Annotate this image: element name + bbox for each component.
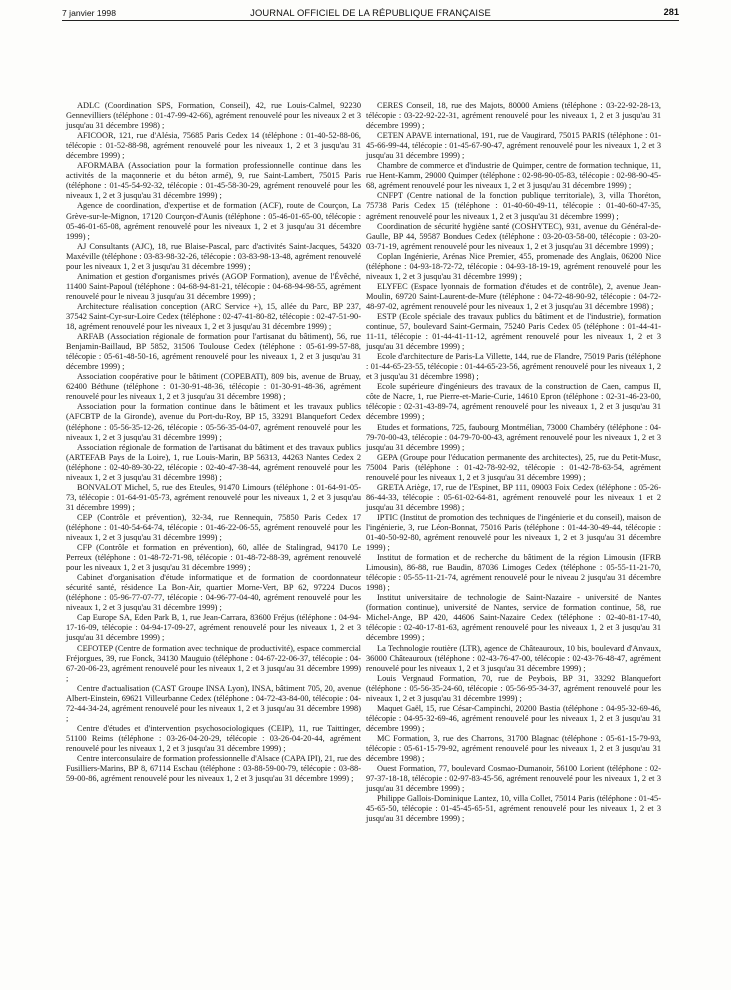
list-item: CEP (Contrôle et prévention), 32-34, rue Rennequin, 75850 Paris Cedex 17 (téléphone : 01-40-54-64-74, télécopie : 01-46-22-06-55, agrément renouvelé pour les niveaux 1, 2 et 3 jusqu'au 31 décembre 1999) ;: [66, 512, 361, 543]
list-item: ADLC (Coordination SPS, Formation, Conseil), 42, rue Louis-Calmel, 92230 Gennevilliers (téléphone : 01-47-99-42-66), agrément renouvelé pour les niveaux 2 et 3 jusqu'au 31 décembre 1998) ;: [66, 101, 361, 131]
journal-title: JOURNAL OFFICIEL DE LA RÉPUBLIQUE FRANÇAISE: [250, 7, 491, 18]
list-item: Institut de formation et de recherche du bâtiment de la région Limousin (IFRB Limousin), 86-88, rue Baudin, 87036 Limoges Cedex (téléphone : 05-55-11-21-70, télécopie : 05-55-11-21-74, agrément renouvelé pour le niveau 2 jusqu'au 31 décembre 1998) ;: [366, 553, 661, 593]
issue-date: 7 janvier 1998: [62, 8, 116, 18]
list-item: CFP (Contrôle et formation en prévention), 60, allée de Stalingrad, 94170 Le Perreux (téléphone : 01-48-72-71-98, télécopie : 01-48-72-88-39, agrément renouvelé pour les niveaux 1, 2 et 3 jusqu'au 31 décembre 1999) ;: [66, 543, 361, 573]
list-item: Agence de coordination, d'expertise et de formation (ACF), route de Courçon, La Grève-sur-le-Mignon, 17120 Courçon-d'Aunis (téléphone : 05-46-01-65-00, télécopie : 05-46-01-65-08, agrément renouvelé pour les niveaux 1, 2 et 3 jusqu'au 31 décembre 1999) ;: [66, 201, 361, 241]
list-item: CEFOTEP (Centre de formation avec technique de productivité), espace commercial Fréjorgues, 39, rue Fonck, 34130 Mauguio (téléphone : 04-67-22-06-37, télécopie : 04-67-20-06-23, agrément renouvelé pour les niveaux 1, 2 et 3 jusqu'au 31 décembre 1999) ;: [66, 643, 361, 683]
list-item: Coordination de sécurité hygiène santé (COSHYTEC), 931, avenue du Général-de-Gaulle, BP 44, 59587 Bondues Cedex (téléphone : 03-20-03-58-00, télécopie : 03-20-03-71-19, agrément renouvelé pour les niveaux 1, 2 et 3 jusqu'au 31 décembre 1999) ;: [366, 221, 661, 251]
list-item: Centre d'actualisation (CAST Groupe INSA Lyon), INSA, bâtiment 705, 20, avenue Albert-Einstein, 69621 Villeurbanne Cedex (téléphone : 04-72-43-84-00, télécopie : 04-72-44-34-24, agrément renouvelé pour les niveaux 1, 2 et 3 jusqu'au 31 décembre 1998) ;: [66, 683, 361, 723]
list-item: Centre d'études et d'intervention psychosociologiques (CEIP), 11, rue Taittinger, 51100 Reims (téléphone : 03-26-04-20-29, télécopie : 03-26-04-20-44, agrément renouvelé pour les niveaux 1, 2 et 3 jusqu'au 31 décembre 1999) ;: [66, 723, 361, 753]
list-item: Cabinet d'organisation d'étude informatique et de formation de coordonnateur sécurité santé, résidence La Bon-Air, quartier Morne-Vert, BP 62, 97224 Ducos (téléphone : 05-96-77-07-77, télécopie : 04-96-77-04-40, agrément renouvelé pour les niveaux 1, 2 et 3 jusqu'au 31 décembre 1999) ;: [66, 573, 361, 613]
list-item: Maquet Gaël, 15, rue César-Campinchi, 20200 Bastia (téléphone : 04-95-32-69-46, télécopie : 04-95-32-69-46, agrément renouvelé pour les niveaux 1, 2 et 3 jusqu'au 31 décembre 1999) ;: [366, 703, 661, 733]
list-item: Association régionale de formation de l'artisanat du bâtiment et des travaux publics (ARTEFAB Pays de la Loire), 1, rue Louis-Marin, BP 56313, 44263 Nantes Cedex 2 (téléphone : 02-40-89-30-22, télécopie : 02-40-47-38-44, agrément renouvelé pour les niveaux 1, 2 et 3 jusqu'au 31 décembre 1998) ;: [66, 442, 361, 482]
list-item: Cap Europe SA, Eden Park B, 1, rue Jean-Carrara, 83600 Fréjus (téléphone : 04-94-17-16-09, télécopie : 04-94-17-09-27, agrément renouvelé pour les niveaux 1, 2 et 3 jusqu'au 31 décembre 1999) ;: [66, 613, 361, 643]
list-item: AFICOOR, 121, rue d'Alésia, 75685 Paris Cedex 14 (téléphone : 01-40-52-88-06, télécopie : 01-52-88-98, agrément renouvelé pour les niveaux 1, 2 et 3 jusqu'au 31 décembre 1999) ;: [66, 131, 361, 161]
left-column: [66, 101, 361, 784]
list-item: Chambre de commerce et d'industrie de Quimper, centre de formation technique, 11, rue Hent-Kamm, 29000 Quimper (téléphone : 02-98-90-05-83, télécopie : 02-98-90-45-68, agrément renouvelé pour les niveaux 1, 2 et 3 jusqu'au 31 décembre 1999) ;: [366, 161, 661, 191]
list-item: Philippe Gallois-Dominique Lantez, 10, villa Collet, 75014 Paris (téléphone : 01-45-45-65-50, télécopie : 01-45-45-65-51, agrément renouvelé pour les niveaux 1, 2 et 3 jusqu'au 31 décembre 1999) ;: [366, 794, 661, 824]
list-item: ELYFEC (Espace lyonnais de formation d'études et de contrôle), 2, avenue Jean-Moulin, 69720 Saint-Laurent-de-Mure (téléphone : 04-72-48-90-92, télécopie : 04-72-48-97-02, agrément renouvelé pour les niveaux 1, 2 et 3 jusqu'au 31 décembre 1998) ;: [366, 281, 661, 311]
list-item: Etudes et formations, 725, faubourg Montmélian, 73000 Chambéry (téléphone : 04-79-70-00-43, télécopie : 04-79-70-00-43, agrément renouvelé pour les niveaux 1, 2 et 3 jusqu'au 31 décembre 1999) ;: [366, 422, 661, 452]
list-item: Coplan Ingénierie, Arénas Nice Premier, 455, promenade des Anglais, 06200 Nice (téléphone : 04-93-18-72-72, télécopie : 04-93-18-19-19, agrément renouvelé pour les niveaux 1, 2 et 3 jusqu'au 31 décembre 1999) ;: [366, 251, 661, 281]
list-item: AJ Consultants (AJC), 18, rue Blaise-Pascal, parc d'activités Saint-Jacques, 54320 Maxéville (téléphone : 03-83-98-32-26, télécopie : 03-83-98-13-48, agrément renouvelé pour les niveaux 1, 2 et 3 jusqu'au 31 décembre 1999) ;: [66, 241, 361, 271]
list-item: Ouest Formation, 77, boulevard Cosmao-Dumanoir, 56100 Lorient (téléphone : 02-97-37-18-18, télécopie : 02-97-83-45-56, agrément renouvelé pour les niveaux 1, 2 et 3 jusqu'au 31 décembre 1999) ;: [366, 764, 661, 794]
list-item: Ecole d'architecture de Paris-La Villette, 144, rue de Flandre, 75019 Paris (téléphone : 01-44-65-23-55, télécopie : 01-44-65-23-56, agrément renouvelé pour les niveaux 1, 2 et 3 jusqu'au 31 décembre 1998) ;: [366, 352, 661, 382]
right-column: [366, 101, 661, 824]
list-item: CERES Conseil, 18, rue des Majots, 80000 Amiens (téléphone : 03-22-92-28-13, télécopie : 03-22-92-22-31, agrément renouvelé pour les niveaux 1, 2 et 3 jusqu'au 31 décembre 1999) ;: [366, 101, 661, 131]
list-item: IPTIC (Institut de promotion des techniques de l'ingénierie et du conseil), maison de l'ingénierie, 3, rue Léon-Bonnat, 75016 Paris (téléphone : 01-44-30-49-44, télécopie : 01-40-50-92-80, agrément renouvelé pour les niveaux 1, 2 et 3 jusqu'au 31 décembre 1999) ;: [366, 512, 661, 553]
list-item: Association pour la formation continue dans le bâtiment et les travaux publics (AFCBTP de la Gironde), avenue du Port-du-Roy, BP 15, 33291 Blanquefort Cedex (téléphone : 05-56-35-12-26, télécopie : 05-56-35-04-07, agrément renouvelé pour les niveaux 1, 2 et 3 jusqu'au 31 décembre 1999) ;: [66, 402, 361, 442]
list-item: Architecture réalisation conception (ARC Service +), 15, allée du Parc, BP 237, 37542 Saint-Cyr-sur-Loire Cedex (téléphone : 02-47-41-80-82, télécopie : 02-47-51-90-18, agrément renouvelé pour les niveaux 1, 2 et 3 jusqu'au 31 décembre 1999) ;: [66, 301, 361, 332]
list-item: Ecole supérieure d'ingénieurs des travaux de la construction de Caen, campus II, côte de Nacre, 1, rue Pierre-et-Marie-Curie, 14610 Epron (téléphone : 02-31-46-23-00, télécopie : 02-31-43-89-74, agrément renouvelé pour les niveaux 1, 2 et 3 jusqu'au 31 décembre 1999) ;: [366, 382, 661, 422]
list-item: GEPA (Groupe pour l'éducation permanente des architectes), 25, rue du Petit-Musc, 75004 Paris (téléphone : 01-42-78-92-92, télécopie : 01-42-78-63-54, agrément renouvelé pour les niveaux 1, 2 et 3 jusqu'au 31 décembre 1999) ;: [366, 452, 661, 482]
page-number: 281: [663, 7, 679, 17]
list-item: Centre interconsulaire de formation professionnelle d'Alsace (CAPA IPI), 21, rue des Fusilliers-Marins, BP 8, 67114 Eschau (téléphone : 03-88-59-00-79, télécopie : 03-88-59-00-86, agrément renouvelé pour les niveaux 1, 2 et 3 jusqu'au 31 décembre 1999) ;: [66, 754, 361, 784]
list-item: AFORMABA (Association pour la formation professionnelle continue dans les activités de la maçonnerie et du béton armé), 9, rue Saint-Lambert, 75015 Paris (téléphone : 01-45-54-92-32, télécopie : 01-45-58-30-29, agrément renouvelé pour les niveaux 1, 2 et 3 jusqu'au 31 décembre 1999) ;: [66, 161, 361, 201]
list-item: Animation et gestion d'organismes privés (AGOP Formation), avenue de l'Évêché, 11400 Saint-Papoul (téléphone : 04-68-94-81-21, télécopie : 04-68-94-98-55, agrément renouvelé pour le niveau 3 jusqu'au 31 décembre 1999) ;: [66, 271, 361, 301]
list-item: GRETA Ariège, 17, rue de l'Espinet, BP 111, 09003 Foix Cedex (téléphone : 05-26-86-44-33, télécopie : 05-61-02-64-81, agrément renouvelé pour les niveaux 1 et 2 jusqu'au 31 décembre 1998) ;: [366, 482, 661, 512]
list-item: BONVALOT Michel, 5, rue des Eteules, 91470 Limours (téléphone : 01-64-91-05-73, télécopie : 01-64-91-05-73, agrément renouvelé pour les niveaux 1, 2 et 3 jusqu'au 31 décembre 1999) ;: [66, 482, 361, 512]
list-item: CNFPT (Centre national de la fonction publique territoriale), 3, villa Thoréton, 75738 Paris Cedex 15 (téléphone : 01-40-60-49-11, télécopie : 01-40-60-47-35, agrément renouvelé pour les niveaux 1, 2 et 3 jusqu'au 31 décembre 1999) ;: [366, 191, 661, 221]
list-item: La Technologie routière (LTR), agence de Châteauroux, 10 bis, boulevard d'Anvaux, 36000 Châteauroux (téléphone : 02-43-76-47-00, télécopie : 02-43-76-48-47, agrément renouvelé pour les niveaux 1, 2 et 3 jusqu'au 31 décembre 1999) ;: [366, 643, 661, 673]
list-item: ESTP (Ecole spéciale des travaux publics du bâtiment et de l'industrie), formation continue, 57, boulevard Saint-Germain, 75240 Paris Cedex 05 (téléphone : 01-44-41-11-11, télécopie : 01-44-41-11-12, agrément renouvelé pour les niveaux 1, 2 et 3 jusqu'au 31 décembre 1999) ;: [366, 311, 661, 352]
list-item: CETEN APAVE international, 191, rue de Vaugirard, 75015 PARIS (téléphone : 01-45-66-99-44, télécopie : 01-45-67-90-47, agrément renouvelé pour les niveaux 1, 2 et 3 jusqu'au 31 décembre 1999) ;: [366, 131, 661, 161]
list-item: Louis Vergnaud Formation, 70, rue de Peybois, BP 31, 33292 Blanquefort (téléphone : 05-56-35-24-60, télécopie : 05-56-95-34-37, agrément renouvelé pour les niveaux 1, 2 et 3 jusqu'au 31 décembre 1999) ;: [366, 673, 661, 703]
list-item: MC Formation, 3, rue des Charrons, 31700 Blagnac (téléphone : 05-61-15-79-93, télécopie : 05-61-15-79-92, agrément renouvelé pour les niveaux 1, 2 et 3 jusqu'au 31 décembre 1998) ;: [366, 733, 661, 764]
list-item: Association coopérative pour le bâtiment (COPEBATI), 809 bis, avenue de Bruay, 62400 Béthune (téléphone : 01-30-91-48-36, télécopie : 01-30-91-48-36, agrément renouvelé pour les niveaux 1, 2 et 3 jusqu'au 31 décembre 1998) ;: [66, 372, 361, 402]
list-item: ARFAB (Association régionale de formation pour l'artisanat du bâtiment), 56, rue Benjamin-Baillaud, BP 5852, 31506 Toulouse Cedex (téléphone : 05-61-99-57-88, télécopie : 05-61-48-50-16, agrément renouvelé pour les niveaux 1, 2 et 3 jusqu'au 31 décembre 1999) ;: [66, 332, 361, 372]
list-item: Institut universitaire de technologie de Saint-Nazaire - université de Nantes (formation continue), université de Nantes, service de formation continue, 58, rue Michel-Ange, BP 420, 44606 Saint-Nazaire Cedex (téléphone : 02-40-81-17-40, télécopie : 02-40-17-81-63, agrément renouvelé pour les niveaux 1, 2 et 3 jusqu'au 31 décembre 1999) ;: [366, 593, 661, 643]
header-rule: [62, 20, 679, 21]
